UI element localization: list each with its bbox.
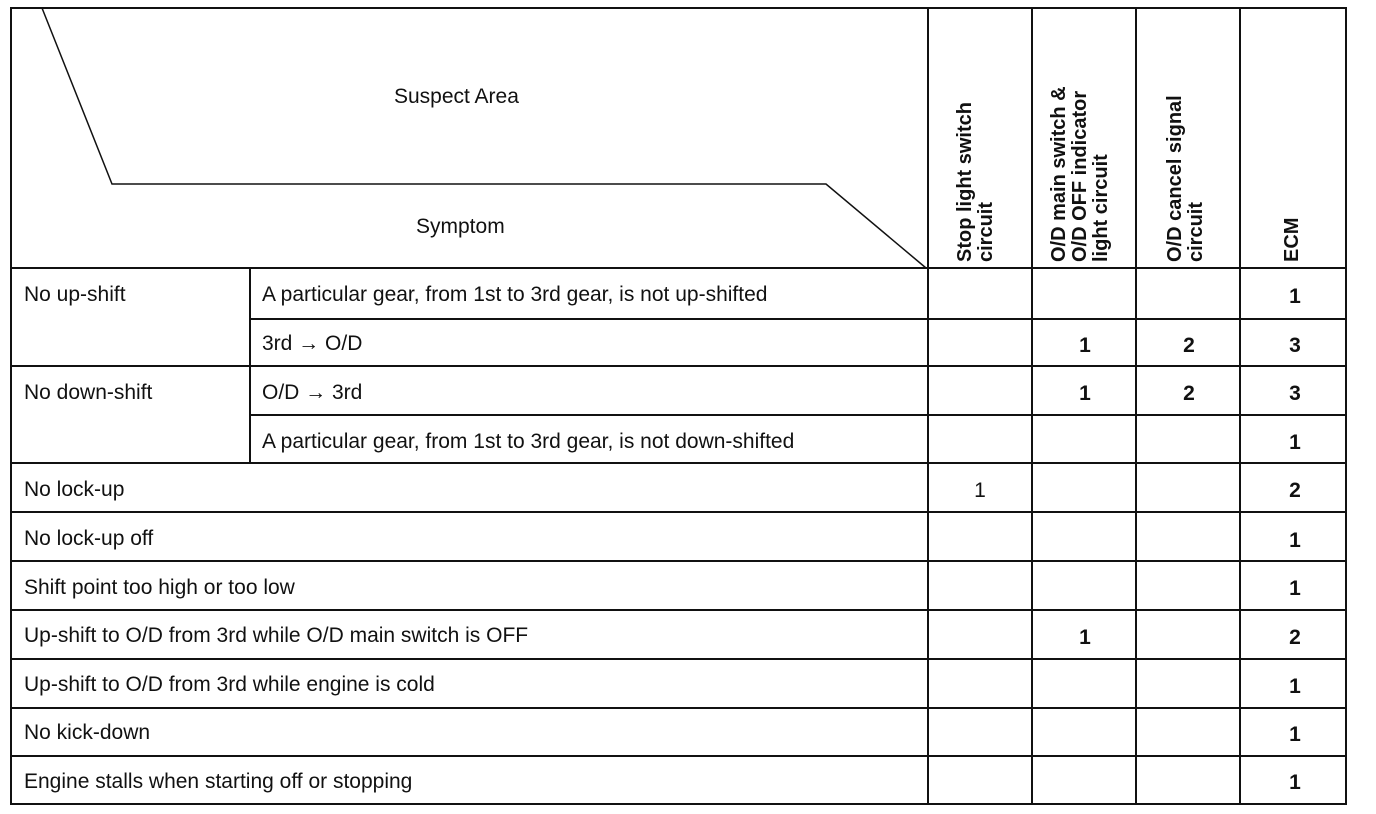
ecm-value: 3 xyxy=(1289,334,1301,357)
ecm-value: 1 xyxy=(1289,771,1301,794)
od-main-value: 1 xyxy=(1079,334,1091,357)
ecm-value: 1 xyxy=(1289,285,1301,308)
ecm-value: 1 xyxy=(1289,577,1301,600)
column-header-od-cancel-signal: O/D cancel signal circuit xyxy=(1164,95,1207,262)
group-label-no-up-shift: No up-shift xyxy=(24,283,126,306)
column-header-ecm: ECM xyxy=(1281,217,1303,262)
column-header-od-main-switch: O/D main switch & O/D OFF indicator light circuit xyxy=(1048,86,1112,262)
symptom-cell: A particular gear, from 1st to 3rd gear, is not up-shifted xyxy=(262,283,768,306)
symptom-cell: Up-shift to O/D from 3rd while O/D main switch is OFF xyxy=(24,624,529,647)
suspect-area-label: Suspect Area xyxy=(394,85,519,108)
ecm-value: 2 xyxy=(1289,626,1301,649)
column-header-stop-light: Stop light switch circuit xyxy=(954,102,997,262)
symptom-cell: No lock-up xyxy=(24,478,125,501)
symptom-label: Symptom xyxy=(416,215,505,238)
ecm-value: 1 xyxy=(1289,529,1301,552)
ecm-value: 2 xyxy=(1289,479,1301,502)
od-cancel-value: 2 xyxy=(1183,334,1195,357)
ecm-value: 1 xyxy=(1289,723,1301,746)
symptom-cell: 3rd → O/D xyxy=(262,332,363,355)
ecm-value: 1 xyxy=(1289,675,1301,698)
ecm-value: 1 xyxy=(1289,431,1301,454)
group-label-no-down-shift: No down-shift xyxy=(24,381,153,404)
symptom-cell: No kick-down xyxy=(24,721,151,744)
od-cancel-value: 2 xyxy=(1183,382,1195,405)
symptom-cell: No lock-up off xyxy=(24,527,154,550)
symptom-cell: A particular gear, from 1st to 3rd gear, is not down-shifted xyxy=(262,430,795,453)
symptom-cell: O/D → 3rd xyxy=(262,381,363,404)
stop-light-value: 1 xyxy=(974,479,986,502)
od-main-value: 1 xyxy=(1079,626,1091,649)
ecm-value: 3 xyxy=(1289,382,1301,405)
symptom-cell: Shift point too high or too low xyxy=(24,576,295,599)
od-main-value: 1 xyxy=(1079,382,1091,405)
symptom-cell: Engine stalls when starting off or stopping xyxy=(24,770,413,793)
symptom-cell: Up-shift to O/D from 3rd while engine is cold xyxy=(24,673,435,696)
